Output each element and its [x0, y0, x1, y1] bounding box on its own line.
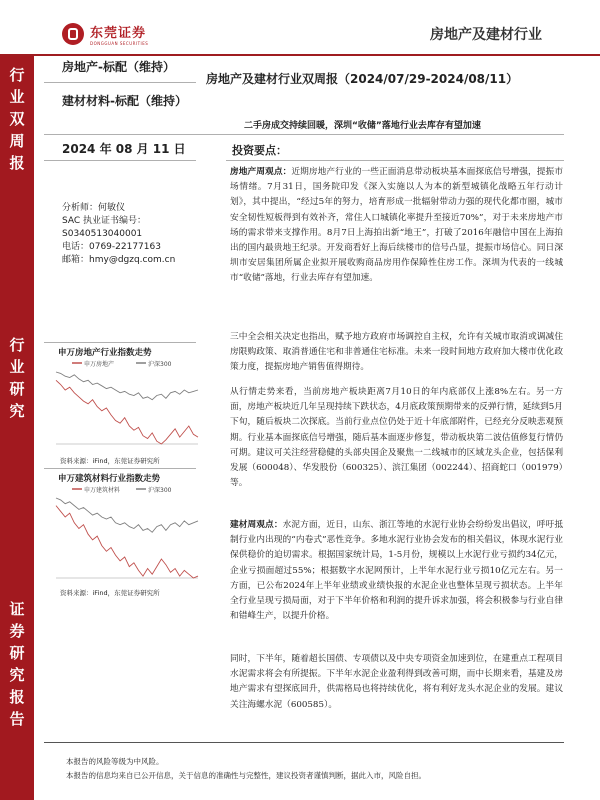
sidebar-label-securities-report: 证 券 研 究 报 告 [9, 600, 25, 728]
brand-mark-icon [62, 23, 84, 45]
paragraph-third-plenum: 三中全会相关决定也指出，赋予地方政府市场调控自主权，允许有关城市取消或调减住房限购政策、取消普通住宅和非普通住宅标准。未来一段时间地方政府加大楼市优化政策力度，提振房地产销售值得期待。 [230, 332, 563, 373]
paragraph-text-4: 水泥方面，近日，山东、浙江等地的水泥行业协会纷纷发出倡议，呼吁抵制行业内出现的“内卷式”恶性竞争。多地水泥行业协会发布的相关倡议，体现水泥行业保供稳价的迫切需求。根据国家统计局，1-5月份，规模以上水泥行业亏损约34亿元，企业亏损面超过55%；根据数字水泥网预计，上半年水泥行业亏损10亿元左右。另一方面，已公布2024年上半年业绩或业绩快报的水泥企业也整体呈现亏损状态。上半年全行业呈现亏损局面，对于下半年价格和利润的提升诉求加强，将会积极参与行业自律和错峰生产，以提升价格。 [230, 520, 564, 622]
chart2-building-materials-index [52, 484, 202, 584]
chart1-title: 申万房地产行业指数走势 [58, 348, 152, 358]
chart1-real-estate-index [52, 358, 202, 450]
analyst-email-label: 邮箱： [62, 255, 90, 265]
rating-building-materials: 建材材料-标配（维持） [62, 94, 187, 108]
series-line-sector [56, 506, 198, 578]
legend-label: 申万房地产 [84, 361, 115, 368]
legend-label: 沪深300 [148, 361, 172, 368]
paragraph-lead-real-estate: 房地产周观点： [230, 167, 292, 177]
chart2-top-divider [44, 468, 196, 469]
analyst-email [62, 254, 175, 267]
analyst-email-link[interactable]: hmy@dgzq.com.cn [89, 255, 176, 265]
invest-divider [226, 160, 564, 161]
report-title: 房地产及建材行业双周报（2024/07/29-2024/08/11） [206, 72, 519, 86]
chart1-source: 资料来源：iFind，东莞证券研究所 [60, 457, 160, 465]
report-date: 2024 年 08 月 11 日 [62, 142, 186, 156]
paragraph-building-materials-view [230, 518, 563, 624]
rating-divider [44, 82, 196, 83]
header-industry: 房地产及建材行业 [430, 27, 542, 43]
brand-name: 东莞证券 [90, 26, 147, 41]
chart1-top-divider [44, 342, 196, 343]
sidebar-label-report-type: 行 业 双 周 报 [9, 66, 25, 172]
brand-subname: DONGGUAN SECURITIES [90, 41, 149, 46]
paragraph-lead-building-materials: 建材周观点： [230, 520, 283, 530]
series-line-sector [56, 380, 198, 444]
analyst-phone: 电话：0769-22177163 [62, 242, 161, 252]
chart2-title: 申万建筑材料行业指数走势 [58, 474, 161, 484]
brand-logo [62, 22, 148, 46]
header-rule [0, 54, 600, 56]
analyst-info [62, 202, 175, 267]
chart2-source: 资料来源：iFind，东莞证券研究所 [60, 589, 160, 597]
legend-label: 沪深300 [148, 487, 172, 494]
rating-real-estate: 房地产-标配（维持） [62, 60, 175, 74]
paragraph-cement-outlook: 同时，下半年，随着超长国债、专项债以及中央专项资金加速到位，在建重点工程项目水泥需求将会有所提振。下半年水泥企业盈利得到改善可期，而中长期来看，基建及房地产需求有望探底回升，供需格局也将持续优化，将有利好龙头水泥企业的发展。建议关注海螺水泥（600585）。 [230, 654, 563, 710]
analyst-cert-number: S0340513040001 [62, 229, 143, 239]
paragraph-market-trend: 从行情走势来看，当前房地产板块距离7月10日的年内底部仅上涨8%左右。另一方面，房地产板块近几年呈现持续下跌状态，4月底政策预期带来的反弹行情，延续到5月下旬，随后板块二次探底。当前行业点位仍处于近十年底部附件，已经充分反映悲观预期。行业基本面探底信号增强，随后基本面逐步修复，带动板块第二波估值修复行情仍可期。建议可关注经营稳健的头部央国企及聚焦一二线城市的区域龙头企业，包括保利发展（600048）、华发股份（600325）、滨江集团（002244）、招商蛇口（001979）等。 [230, 387, 563, 489]
footer-divider [44, 742, 564, 743]
footer-disclaimer: 本报告的信息均来自已公开信息，关于信息的准确性与完整性，建议投资者谨慎判断，据此入市，风险自担。 [66, 771, 426, 780]
legend-label: 申万建筑材料 [84, 487, 121, 494]
investment-highlights-heading: 投资要点： [232, 144, 287, 157]
analyst-cert-label: SAC 执业证书编号： [62, 216, 147, 226]
footer-risk-level: 本报告的风险等级为中风险。 [66, 757, 164, 766]
date-divider [44, 160, 196, 161]
analyst-name: 分析师：何敏仪 [62, 203, 126, 213]
paragraph-text-1: 近期房地产行业的一些正面消息带动板块基本面探底信号增强，提振市场情绪。7月31日，国务院印发《深入实施以人为本的新型城镇化战略五年行动计划》，其中提出，“经过5年的努力，培育形成一批辐射带动力强的现代化都市圈，城市安全韧性短板得到有效补齐，常住人口城镇化率提升至接近70%”，对于未来房地产市场的需求带来支撑作用。8月7日上海拍出新“地王”，打破了2016年融信中国在上海拍出的国内最贵地王纪录。开发商看好上海后续楼市的信号凸显，提振市场信心。同日深圳市安居集团所属企业拟开展收购商品房用作保障性住房工作。深圳为代表的一线城市“收储”落地，行业去库存有望加速。 [230, 167, 564, 284]
sidebar-label-research: 行 业 研 究 [9, 336, 25, 420]
paragraph-real-estate-view [230, 165, 563, 287]
title-divider [44, 134, 564, 135]
report-subtitle: 二手房成交持续回暖，深圳“收储”落地行业去库存有望加速 [244, 121, 481, 131]
